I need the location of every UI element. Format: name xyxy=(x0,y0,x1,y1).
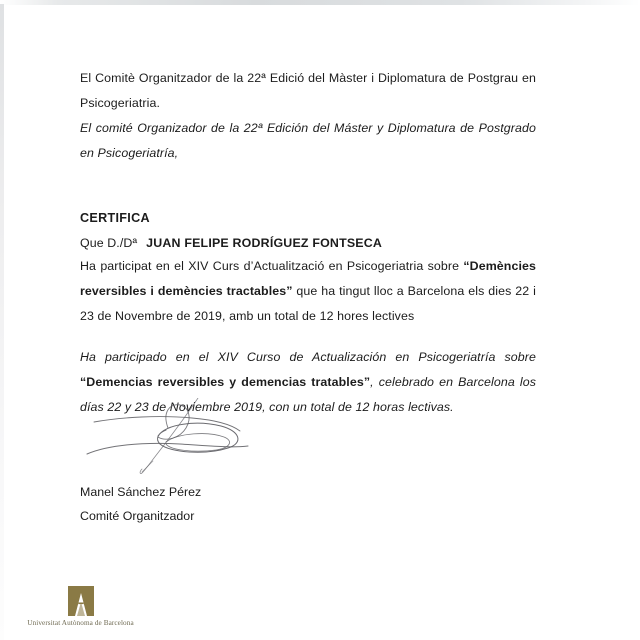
intro-paragraph-catalan: El Comitè Organitzador de la 22ª Edició del Màster i Diplomatura de Postgrau en Psicogeriatria. xyxy=(80,71,536,110)
intro-paragraph-spanish: El comité Organizador de la 22ª Edición del Máster y Diplomatura de Postgrado en Psicogeriatría, xyxy=(80,121,536,160)
course-title-catalan: “Demències reversibles i demències tractables” xyxy=(80,259,536,298)
handwritten-signature xyxy=(82,398,257,478)
recipient-name: JUAN FELIPE RODRÍGUEZ FONTSECA xyxy=(146,236,383,250)
statement-catalan-part2: que ha tingut lloc a Barcelona els dies 22 i 23 de Novembre de 2019, amb un total de 12 hores lectives xyxy=(80,284,536,323)
que-label: Que D./Dª xyxy=(80,236,138,250)
statement-spanish-part2: , celebrado en Barcelona los días 22 y 23 de Noviembre 2019, con un total de 12 horas lectivas. xyxy=(80,375,536,414)
uab-logo xyxy=(18,586,143,627)
recipient-line xyxy=(80,231,536,256)
signer-name: Manel Sánchez Pérez xyxy=(80,485,202,499)
statement-catalan-part1: Ha participat en el XIV Curs d’Actualització en Psicogeriatria sobre xyxy=(80,259,464,273)
scan-edge-top xyxy=(0,0,640,5)
statement-catalan xyxy=(80,254,536,329)
scan-edge-left xyxy=(0,4,4,640)
signer-role: Comité Organitzador xyxy=(80,509,195,523)
uab-logo-mark xyxy=(64,586,98,616)
course-title-spanish: “Demencias reversibles y demencias tratables” xyxy=(80,375,371,389)
statement-spanish-part1: Ha participado en el XIV Curso de Actualización en Psicogeriatría sobre xyxy=(80,350,536,364)
uab-logo-caption: Universitat Autònoma de Barcelona xyxy=(27,619,134,627)
certifica-heading: CERTIFICA xyxy=(80,211,150,225)
